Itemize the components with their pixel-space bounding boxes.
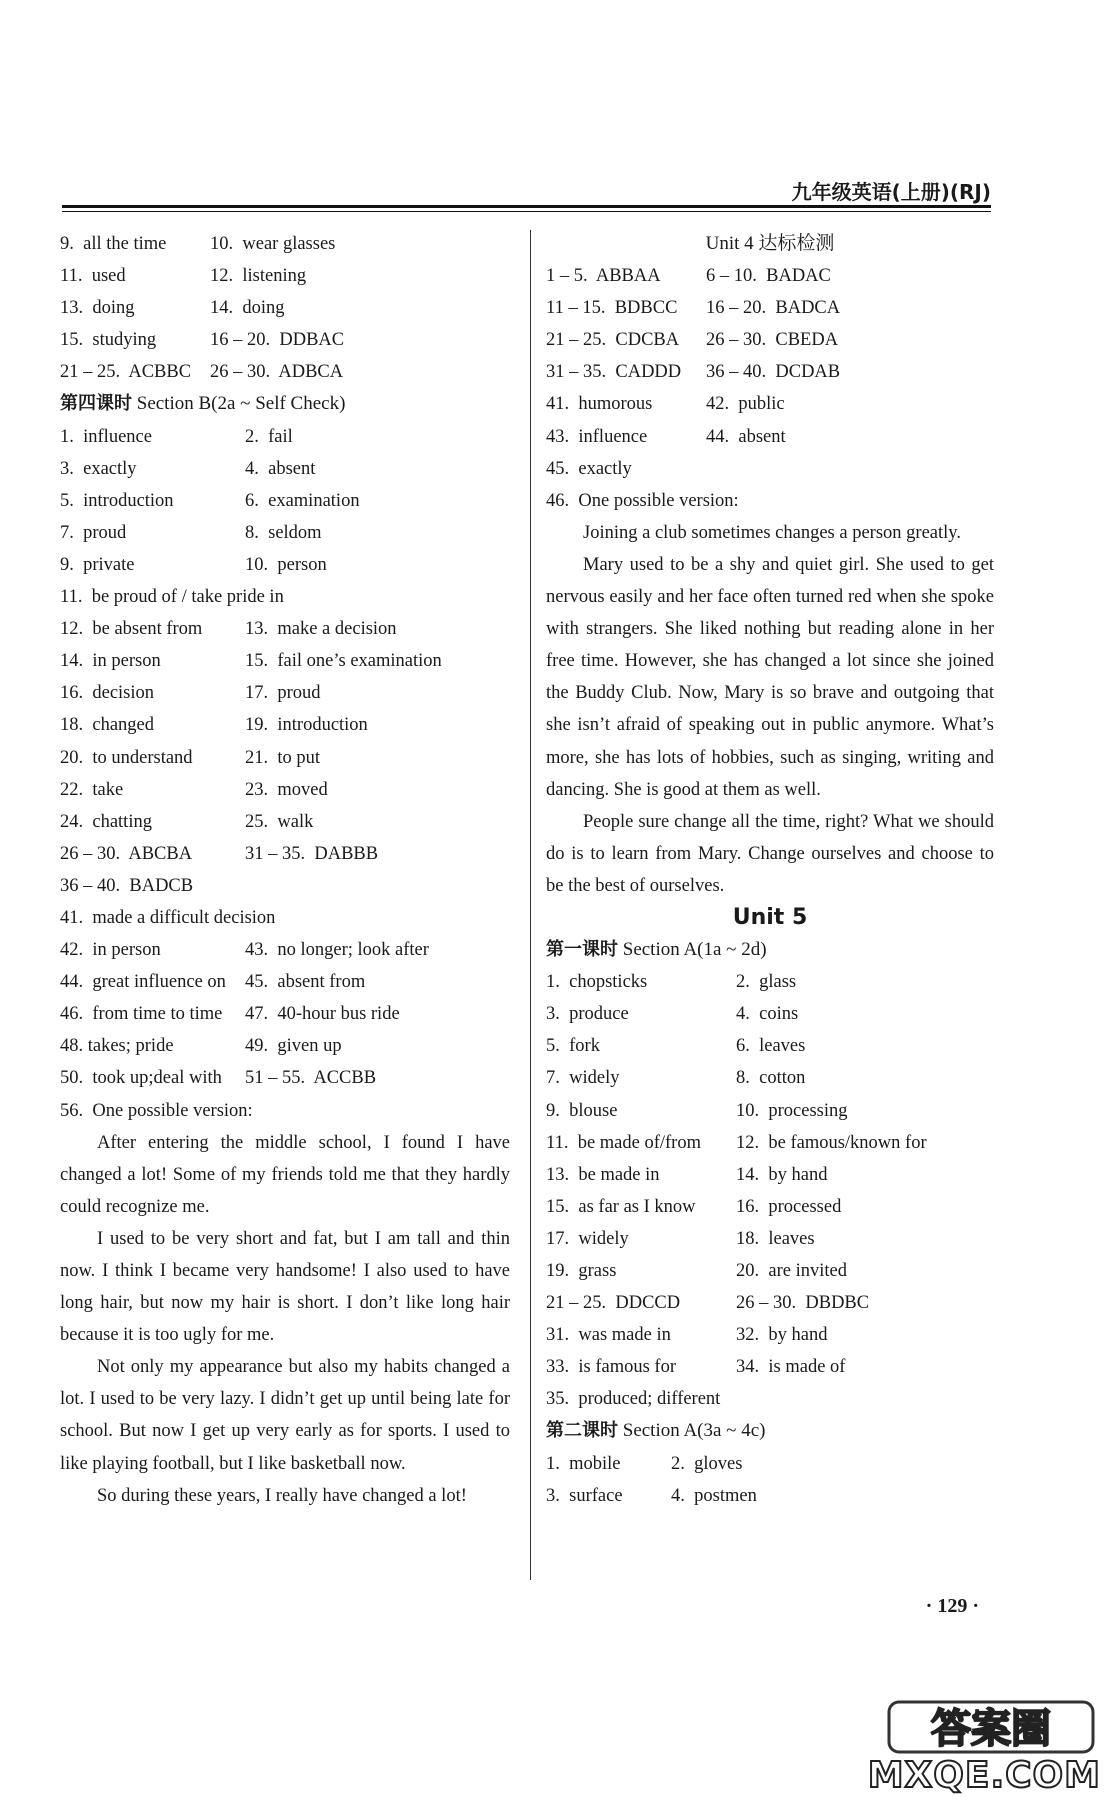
answer-item: 11. be proud of / take pride in: [60, 587, 284, 608]
answer-item: 44. great influence on: [60, 972, 226, 993]
answer-row: [546, 1223, 994, 1255]
answer-list: [60, 421, 510, 1127]
answer-item: 4. postmen: [671, 1485, 757, 1506]
answer-item: 16. processed: [736, 1196, 842, 1217]
answer-item: 48. takes; pride: [60, 1036, 174, 1057]
answer-item: 32. by hand: [736, 1325, 828, 1346]
answer-row: [60, 709, 510, 741]
svg-text:答案圈: 答案圈: [931, 1706, 1051, 1752]
page-number: · 129 ·: [925, 1595, 979, 1617]
answer-item: 46. from time to time: [60, 1004, 223, 1025]
answer-item: 11 – 15. BDBCC: [546, 298, 678, 319]
header-rule-thin: [62, 211, 991, 212]
answer-item: 19. introduction: [245, 715, 368, 736]
answer-item: 14. by hand: [736, 1164, 828, 1185]
answer-row: [60, 677, 510, 709]
answer-item: 42. public: [706, 394, 785, 415]
answer-item: 7. widely: [546, 1068, 620, 1089]
answer-item: 15. studying: [60, 330, 157, 351]
answer-item: 41. made a difficult decision: [60, 907, 276, 928]
answer-row: [546, 421, 994, 453]
answer-item: 46. One possible version:: [546, 490, 739, 511]
header-rule-thick: [62, 205, 991, 208]
answer-item: 13. be made in: [546, 1164, 660, 1185]
answer-item: 16 – 20. DDBAC: [210, 330, 345, 351]
answer-item: 9. all the time: [60, 234, 167, 254]
answer-list: [546, 260, 994, 517]
answer-item: 56. One possible version:: [60, 1100, 253, 1121]
answer-item: 1. chopsticks: [546, 972, 648, 993]
answer-item: 31 – 35. CADDD: [546, 362, 682, 383]
answer-row: [60, 998, 510, 1030]
answer-item: 15. as far as I know: [546, 1196, 696, 1217]
answer-row: [60, 838, 510, 870]
answer-row: [60, 1030, 510, 1062]
answer-row: [60, 517, 510, 549]
answer-row: [60, 645, 510, 677]
answer-row: [60, 260, 510, 292]
answer-item: 9. private: [60, 554, 135, 575]
answer-item: 2. gloves: [671, 1453, 743, 1474]
answer-row: [546, 1287, 994, 1319]
answer-item: 18. leaves: [736, 1228, 815, 1249]
answer-item: 14. in person: [60, 651, 161, 672]
section-heading: 第四课时 Section B(2a ~ Self Check): [60, 393, 346, 415]
answer-row: [60, 581, 510, 613]
answer-item: 42. in person: [60, 940, 161, 961]
unit5-title: Unit 5: [732, 904, 808, 930]
answer-row: [546, 485, 994, 517]
unit4-test-title: Unit 4 达标检测: [705, 233, 835, 254]
answer-item: 15. fail one’s examination: [245, 651, 442, 672]
answer-item: 31. was made in: [546, 1325, 671, 1346]
answer-item: 41. humorous: [546, 394, 653, 415]
answer-row: [60, 902, 510, 934]
answer-item: 31 – 35. DABBB: [245, 843, 379, 864]
answer-row: [546, 356, 994, 388]
essay-paragraph: Mary used to be a shy and quiet girl. She used to get nervous easily and her face often turned red when she spoke with strangers. She liked nothing but reading alone in her free time. However, she has changed a lot since she joined the Buddy Club. Now, Mary is so brave and outgoing that she isn’t afraid of speaking out in public anymore. What’s more, she has lots of hobbies, such as singing, writing and dancing. She is good at them as well.: [546, 554, 994, 800]
answer-item: 4. absent: [245, 458, 316, 479]
answer-row: [546, 1383, 994, 1415]
answer-item: 36 – 40. BADCB: [60, 875, 194, 896]
answer-row: [60, 742, 510, 774]
answer-item: 33. is famous for: [546, 1357, 676, 1378]
essay-paragraph: I used to be very short and fat, but I am tall and thin now. I think I became very handsome! I also used to have long hair, but now my hair is short. I don’t like long hair because it is too ugly for me.: [60, 1228, 510, 1346]
answer-item: 47. 40-hour bus ride: [245, 1004, 400, 1025]
answer-item: 8. cotton: [736, 1068, 806, 1089]
section-heading: 第一课时 Section A(1a ~ 2d): [546, 939, 767, 961]
answer-item: 10. person: [245, 554, 327, 575]
answer-row: [546, 1255, 994, 1287]
answer-item: 4. coins: [736, 1004, 799, 1025]
answer-item: 2. fail: [245, 426, 293, 447]
essay-paragraph: Joining a club sometimes changes a person greatly.: [583, 522, 961, 543]
answer-item: 19. grass: [546, 1261, 617, 1281]
answer-item: 5. introduction: [60, 490, 174, 511]
essay-paragraph: So during these years, I really have changed a lot!: [97, 1485, 467, 1506]
answer-item: 3. surface: [546, 1485, 623, 1506]
answer-row: [60, 453, 510, 485]
answer-item: 44. absent: [706, 426, 786, 447]
answer-item: 43. no longer; look after: [245, 940, 429, 961]
left-column: [60, 228, 510, 1512]
answer-item: 43. influence: [546, 426, 648, 447]
answer-item: 13. doing: [60, 298, 135, 319]
answer-row: [546, 1480, 994, 1512]
answer-row: [60, 806, 510, 838]
answer-item: 10. wear glasses: [210, 234, 336, 254]
answer-row: [60, 356, 510, 388]
answer-item: 9. blouse: [546, 1100, 618, 1121]
essay-paragraph: People sure change all the time, right? What we should do is to learn from Mary. Change ourselves and choose to be the best of ourselves.: [546, 811, 994, 896]
watermark-logo: [867, 1698, 1101, 1800]
answer-item: 10. processing: [736, 1100, 848, 1121]
answer-row: [546, 260, 994, 292]
answer-item: 34. is made of: [736, 1357, 846, 1378]
answer-item: 45. exactly: [546, 458, 632, 479]
answer-row: [60, 1095, 510, 1127]
answer-item: 12. be absent from: [60, 619, 203, 640]
answer-row: [60, 870, 510, 902]
answer-item: 18. changed: [60, 715, 155, 736]
answer-row: [546, 1159, 994, 1191]
answer-row: [546, 1127, 994, 1159]
answer-item: 35. produced; different: [546, 1389, 721, 1410]
answer-row: [546, 453, 994, 485]
answer-item: 24. chatting: [60, 811, 152, 832]
answer-item: 3. exactly: [60, 458, 137, 479]
answer-item: 2. glass: [736, 972, 797, 993]
answer-item: 21 – 25. ACBBC: [60, 362, 192, 383]
answer-item: 1 – 5. ABBAA: [546, 266, 661, 287]
answer-item: 6. examination: [245, 490, 360, 511]
answer-row: [546, 324, 994, 356]
answer-item: 21. to put: [245, 747, 321, 768]
answer-item: 17. proud: [245, 683, 321, 704]
answer-row: [546, 1191, 994, 1223]
answer-item: 14. doing: [210, 298, 285, 319]
answer-item: 12. listening: [210, 266, 307, 287]
answer-row: [60, 934, 510, 966]
answer-item: 11. used: [60, 266, 126, 287]
answer-item: 23. moved: [245, 779, 328, 800]
answer-row: [60, 966, 510, 998]
answer-row: [60, 485, 510, 517]
answer-item: 49. given up: [245, 1036, 342, 1057]
answer-item: 6. leaves: [736, 1036, 806, 1057]
answer-row: [546, 966, 994, 998]
answer-item: 3. produce: [546, 1004, 629, 1025]
answer-item: 16 – 20. BADCA: [706, 298, 841, 319]
watermark-badge: [881, 1698, 1101, 1756]
answer-item: 6 – 10. BADAC: [706, 266, 831, 287]
answer-item: 50. took up;deal with: [60, 1068, 222, 1089]
answer-list: [546, 1448, 994, 1512]
answer-row: [546, 292, 994, 324]
answer-list: [546, 966, 994, 1415]
answer-item: 22. take: [60, 779, 124, 800]
answer-item: 26 – 30. ABCBA: [60, 843, 193, 864]
answer-item: 8. seldom: [245, 522, 322, 543]
right-column: [546, 228, 994, 1512]
answer-item: 7. proud: [60, 522, 127, 543]
essay-paragraph: After entering the middle school, I found I have changed a lot! Some of my friends told me that they hardly could recognize me.: [60, 1132, 510, 1217]
essay-paragraph: Not only my appearance but also my habits changed a lot. I used to be very lazy. I didn’t get up until being late for school. But now I get up very early as for sports. I used to like playing football, but I like basketball now.: [60, 1357, 510, 1474]
answer-item: 26 – 30. DBDBC: [736, 1293, 870, 1314]
answer-list: [60, 228, 510, 388]
answer-row: [546, 1030, 994, 1062]
answer-row: [60, 292, 510, 324]
answer-item: 5. fork: [546, 1036, 600, 1057]
answer-row: [60, 613, 510, 645]
answer-item: 36 – 40. DCDAB: [706, 362, 841, 383]
answer-row: [546, 1351, 994, 1383]
answer-row: [546, 1095, 994, 1127]
answer-row: [546, 998, 994, 1030]
answer-item: 26 – 30. CBEDA: [706, 330, 839, 351]
answer-row: [60, 421, 510, 453]
answer-item: 16. decision: [60, 683, 155, 704]
column-divider: [530, 230, 531, 1580]
answer-item: 13. make a decision: [245, 619, 397, 640]
answer-item: 17. widely: [546, 1228, 629, 1249]
header-title: 九年级英语(上册)(RJ): [791, 180, 991, 204]
watermark-text: MXQE.COM: [867, 1755, 1101, 1796]
answer-item: 21 – 25. DDCCD: [546, 1293, 681, 1314]
section-heading: 第二课时 Section A(3a ~ 4c): [546, 1420, 766, 1442]
answer-row: [546, 1448, 994, 1480]
answer-row: [60, 1062, 510, 1094]
answer-item: 25. walk: [245, 811, 314, 832]
answer-item: 12. be famous/known for: [736, 1132, 927, 1153]
answer-item: 26 – 30. ADBCA: [210, 362, 344, 383]
answer-row: [60, 774, 510, 806]
answer-item: 20. to understand: [60, 747, 193, 768]
answer-item: 1. influence: [60, 426, 152, 447]
answer-row: [546, 1319, 994, 1351]
answer-row: [60, 549, 510, 581]
answer-row: [60, 324, 510, 356]
answer-item: 51 – 55. ACCBB: [245, 1068, 377, 1089]
answer-item: 11. be made of/from: [546, 1132, 701, 1153]
answer-row: [60, 228, 510, 260]
answer-item: 45. absent from: [245, 972, 366, 993]
answer-item: 20. are invited: [736, 1261, 847, 1281]
answer-row: [546, 1062, 994, 1094]
answer-item: 1. mobile: [546, 1453, 621, 1474]
answer-item: 21 – 25. CDCBA: [546, 330, 680, 351]
answer-row: [546, 388, 994, 420]
